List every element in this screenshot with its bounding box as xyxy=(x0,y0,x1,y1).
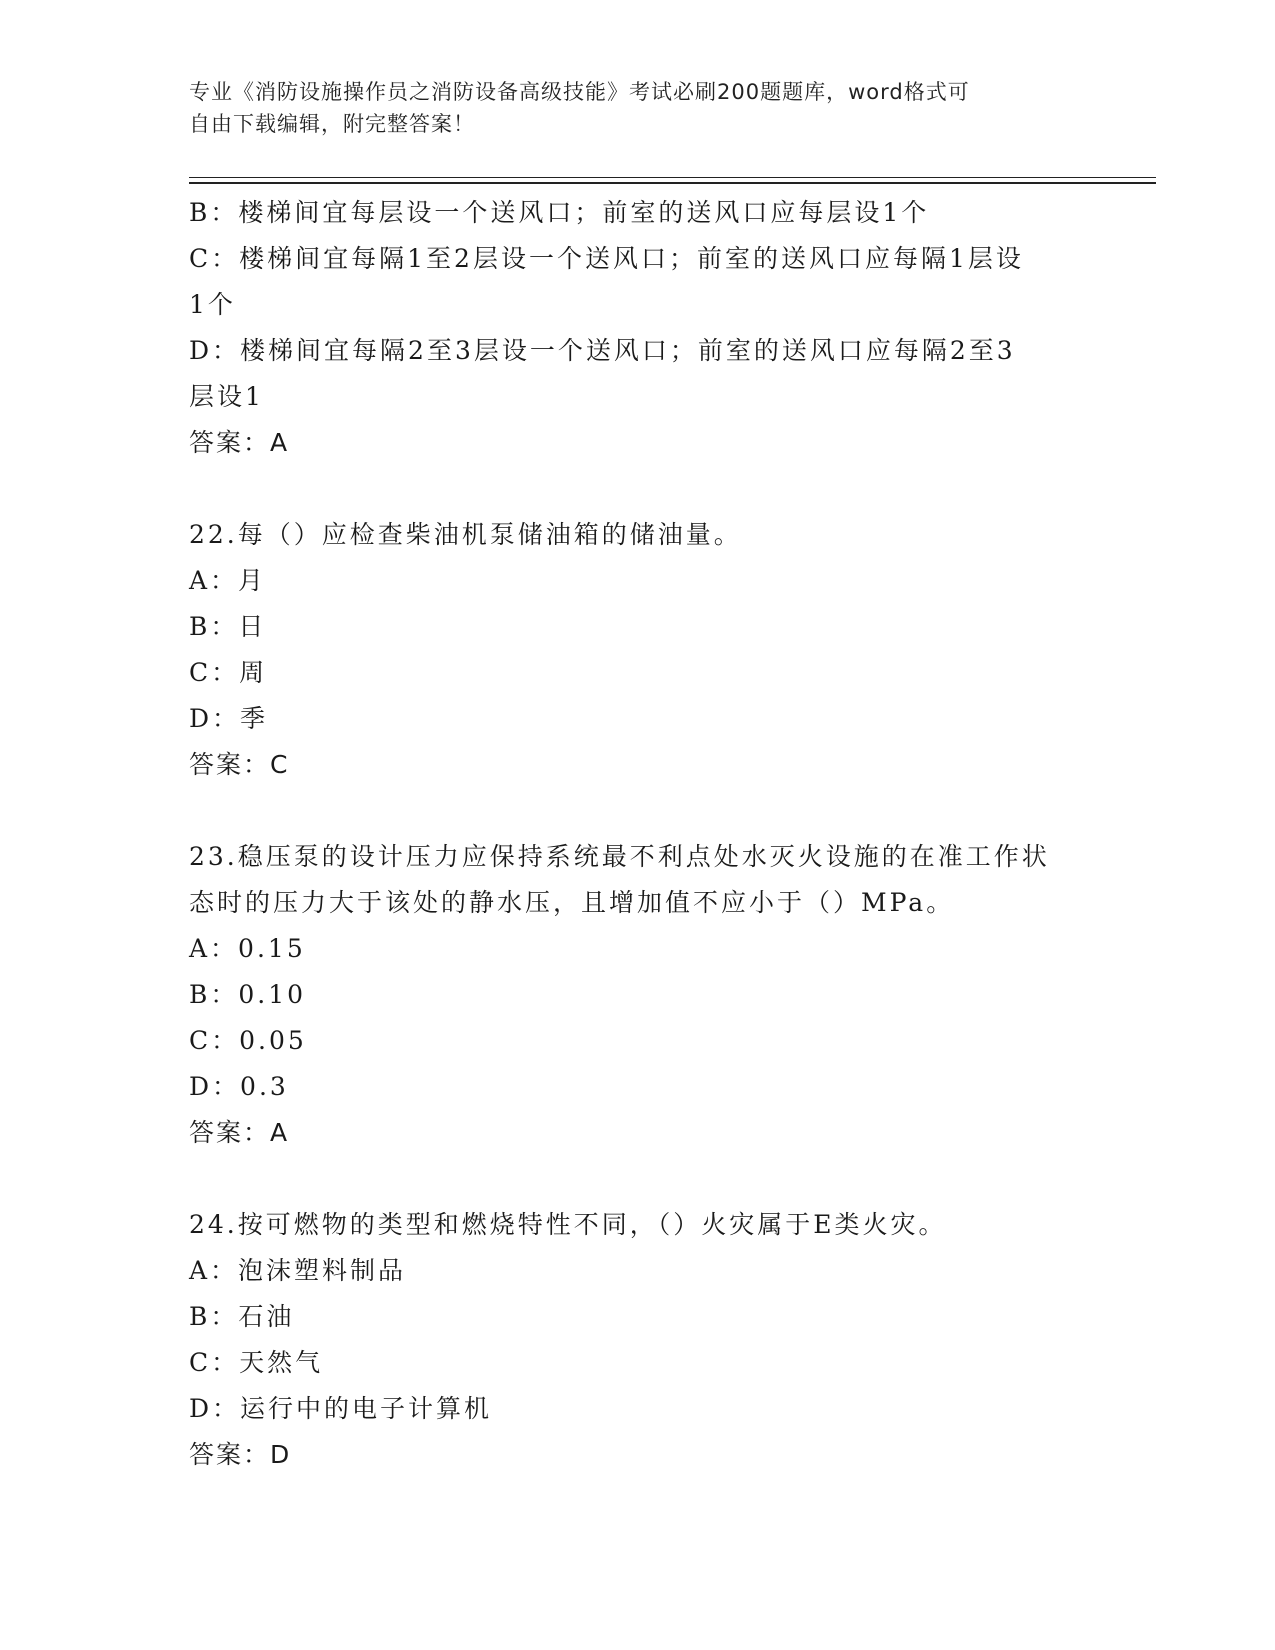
question-stem: 22.每（）应检查柴油机泵储油箱的储油量。 xyxy=(189,520,742,549)
question-stem-continued: 态时的压力大于该处的静水压，且增加值不应小于（）MPa。 xyxy=(189,888,955,917)
document-body xyxy=(189,190,1089,1478)
question-23 xyxy=(189,834,1089,1156)
option-d: D：季 xyxy=(189,704,269,733)
answer: 答案：A xyxy=(189,428,290,457)
option-c: C：周 xyxy=(189,658,268,687)
question-24 xyxy=(189,1202,1089,1478)
document-header xyxy=(189,76,1089,140)
option-a: A：月 xyxy=(189,566,267,595)
option-d: D：0.3 xyxy=(189,1072,289,1101)
header-line-1: 专业《消防设施操作员之消防设备高级技能》考试必刷200题题库，word格式可 xyxy=(189,80,970,104)
option-d-continued: 层设1 xyxy=(189,382,264,411)
option-c: C：楼梯间宜每隔1至2层设一个送风口；前室的送风口应每隔1层设 xyxy=(189,244,1024,273)
answer: 答案：D xyxy=(189,1440,292,1469)
option-d: D：楼梯间宜每隔2至3层设一个送风口；前室的送风口应每隔2至3 xyxy=(189,336,1016,365)
option-b: B：0.10 xyxy=(189,980,307,1009)
question-22 xyxy=(189,512,1089,788)
option-a: A：泡沫塑料制品 xyxy=(189,1256,407,1285)
option-b: B：石油 xyxy=(189,1302,295,1331)
option-b: B：楼梯间宜每层设一个送风口；前室的送风口应每层设1个 xyxy=(189,198,930,227)
question-carryover xyxy=(189,190,1089,466)
question-stem: 23.稳压泵的设计压力应保持系统最不利点处水灭火设施的在准工作状 xyxy=(189,842,1050,871)
question-stem: 24.按可燃物的类型和燃烧特性不同，（）火灾属于E类火灾。 xyxy=(189,1210,947,1239)
answer: 答案：A xyxy=(189,1118,290,1147)
option-c: C：天然气 xyxy=(189,1348,324,1377)
header-rule-thin xyxy=(189,177,1156,178)
header-line-2: 自由下载编辑，附完整答案！ xyxy=(189,112,475,136)
header-rule-thick xyxy=(189,182,1156,184)
option-d: D：运行中的电子计算机 xyxy=(189,1394,493,1423)
option-c: C：0.05 xyxy=(189,1026,307,1055)
option-c-continued: 1个 xyxy=(189,290,236,319)
option-a: A：0.15 xyxy=(189,934,306,963)
answer: 答案：C xyxy=(189,750,290,779)
option-b: B：日 xyxy=(189,612,267,641)
